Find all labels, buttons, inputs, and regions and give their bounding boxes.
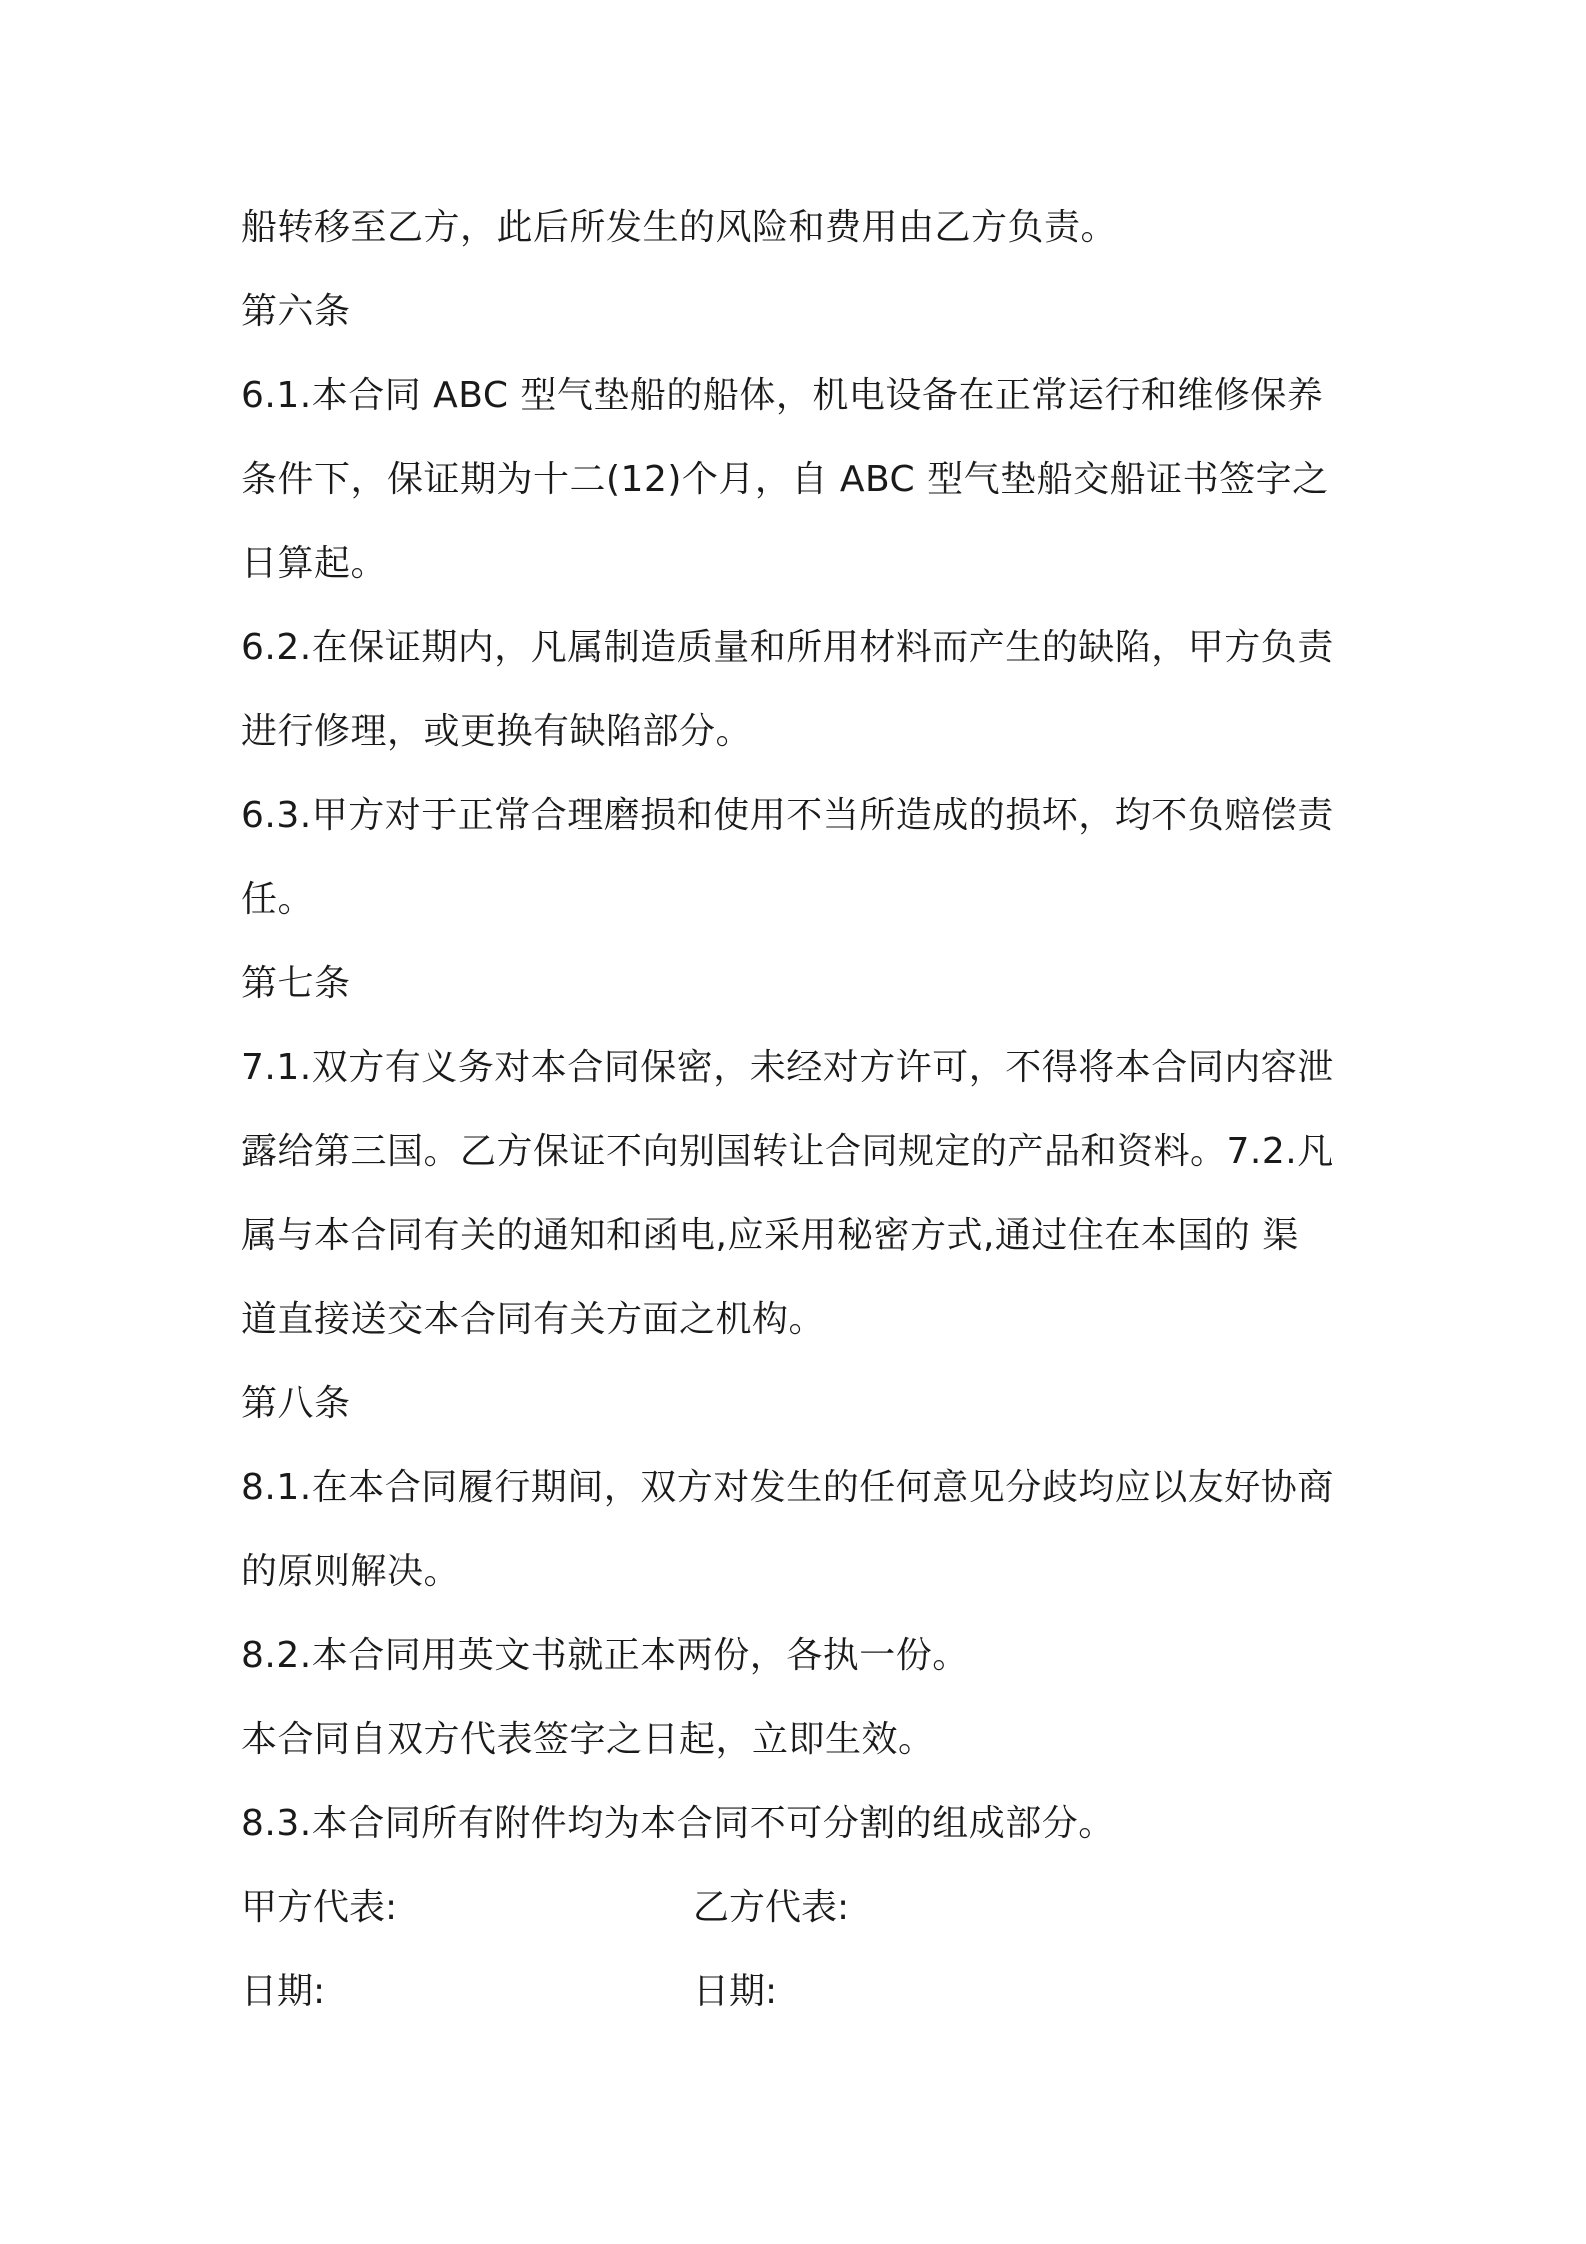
article-7-heading: 第七条 xyxy=(241,963,351,1004)
text-line: 6.1.本合同 ABC 型气垫船的船体，机电设备在正常运行和维修保养 xyxy=(241,375,1324,416)
text-line: 8.3.本合同所有附件均为本合同不可分割的组成部分。 xyxy=(241,1803,1115,1844)
party-a-representative-label: 甲方代表: xyxy=(241,1887,398,1928)
text-line: 条件下，保证期为十二(12)个月，自 ABC 型气垫船交船证书签字之 xyxy=(241,459,1329,500)
article-6-heading: 第六条 xyxy=(241,291,351,332)
text-line: 7.1.双方有义务对本合同保密，未经对方许可，不得将本合同内容泄 xyxy=(241,1047,1334,1088)
text-line: 船转移至乙方，此后所发生的风险和费用由乙方负责。 xyxy=(241,207,1118,248)
party-b-date-label: 日期: xyxy=(693,1971,778,2012)
text-line: 8.2.本合同用英文书就正本两份，各执一份。 xyxy=(241,1635,969,1676)
text-line: 露给第三国。乙方保证不向别国转让合同规定的产品和资料。7.2.凡 xyxy=(241,1131,1334,1172)
text-line: 本合同自双方代表签字之日起，立即生效。 xyxy=(241,1719,935,1760)
text-line: 6.3.甲方对于正常合理磨损和使用不当所造成的损坏，均不负赔偿责 xyxy=(241,795,1334,836)
text-line: 8.1.在本合同履行期间，双方对发生的任何意见分歧均应以友好协商 xyxy=(241,1467,1334,1508)
text-line: 6.2.在保证期内，凡属制造质量和所用材料而产生的缺陷，甲方负责 xyxy=(241,627,1334,668)
text-line: 的原则解决。 xyxy=(241,1551,461,1592)
party-b-representative-label: 乙方代表: xyxy=(693,1887,850,1928)
text-line: 日算起。 xyxy=(241,543,388,584)
text-line: 任。 xyxy=(241,879,315,920)
text-line: 道直接送交本合同有关方面之机构。 xyxy=(241,1299,826,1340)
text-line: 属与本合同有关的通知和函电,应采用秘密方式,通过住在本国的 渠 xyxy=(241,1215,1299,1256)
party-a-date-label: 日期: xyxy=(241,1971,326,2012)
text-line: 进行修理，或更换有缺陷部分。 xyxy=(241,711,753,752)
article-8-heading: 第八条 xyxy=(241,1383,351,1424)
